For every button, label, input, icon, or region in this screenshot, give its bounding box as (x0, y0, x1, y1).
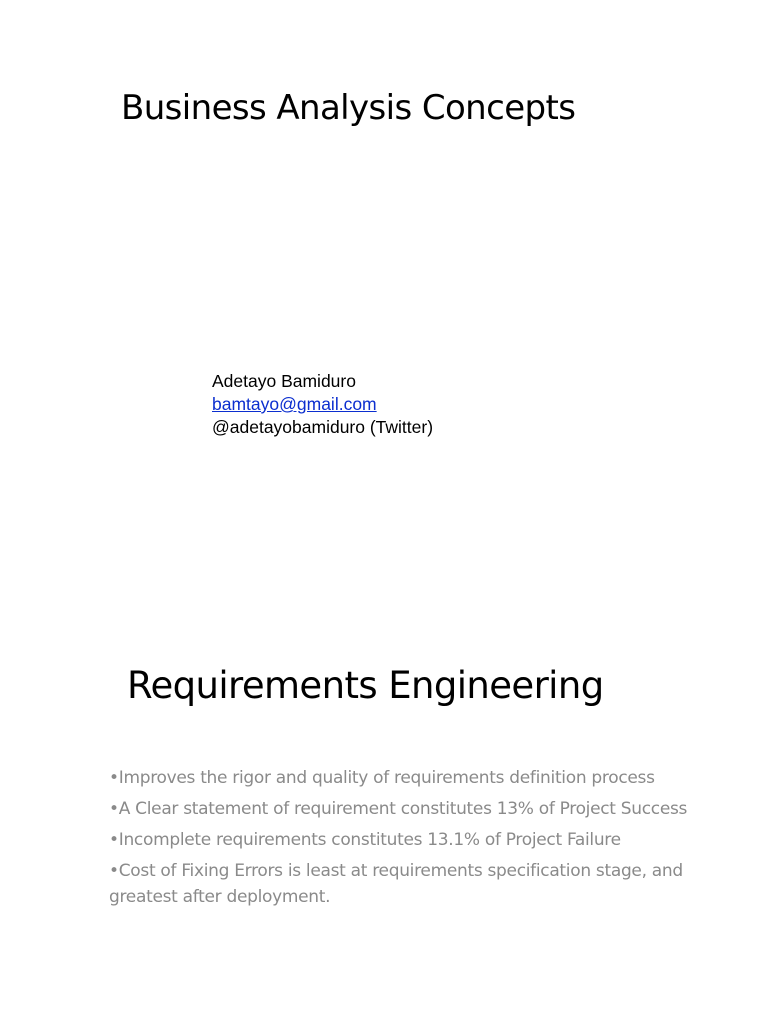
requirements-heading: Requirements Engineering (127, 664, 604, 707)
bullet-item: •Improves the rigor and quality of requirements definition process (109, 768, 655, 788)
slide-requirements (0, 600, 768, 1024)
author-info (212, 370, 433, 439)
author-email-row (212, 393, 433, 416)
bullet-item: •Incomplete requirements constitutes 13.1% of Project Failure (109, 830, 621, 850)
slide-title-heading: Business Analysis Concepts (121, 88, 576, 128)
author-name: Adetayo Bamiduro (212, 371, 356, 391)
author-email-link[interactable]: bamtayo@gmail.com (212, 394, 377, 414)
requirements-bullet-list (109, 765, 689, 915)
bullet-item: •A Clear statement of requirement constitutes 13% of Project Success (109, 799, 688, 819)
author-twitter: @adetayobamiduro (Twitter) (212, 417, 434, 437)
bullet-item: •Cost of Fixing Errors is least at requirements specification stage, and greatest after deployment. (109, 861, 683, 907)
